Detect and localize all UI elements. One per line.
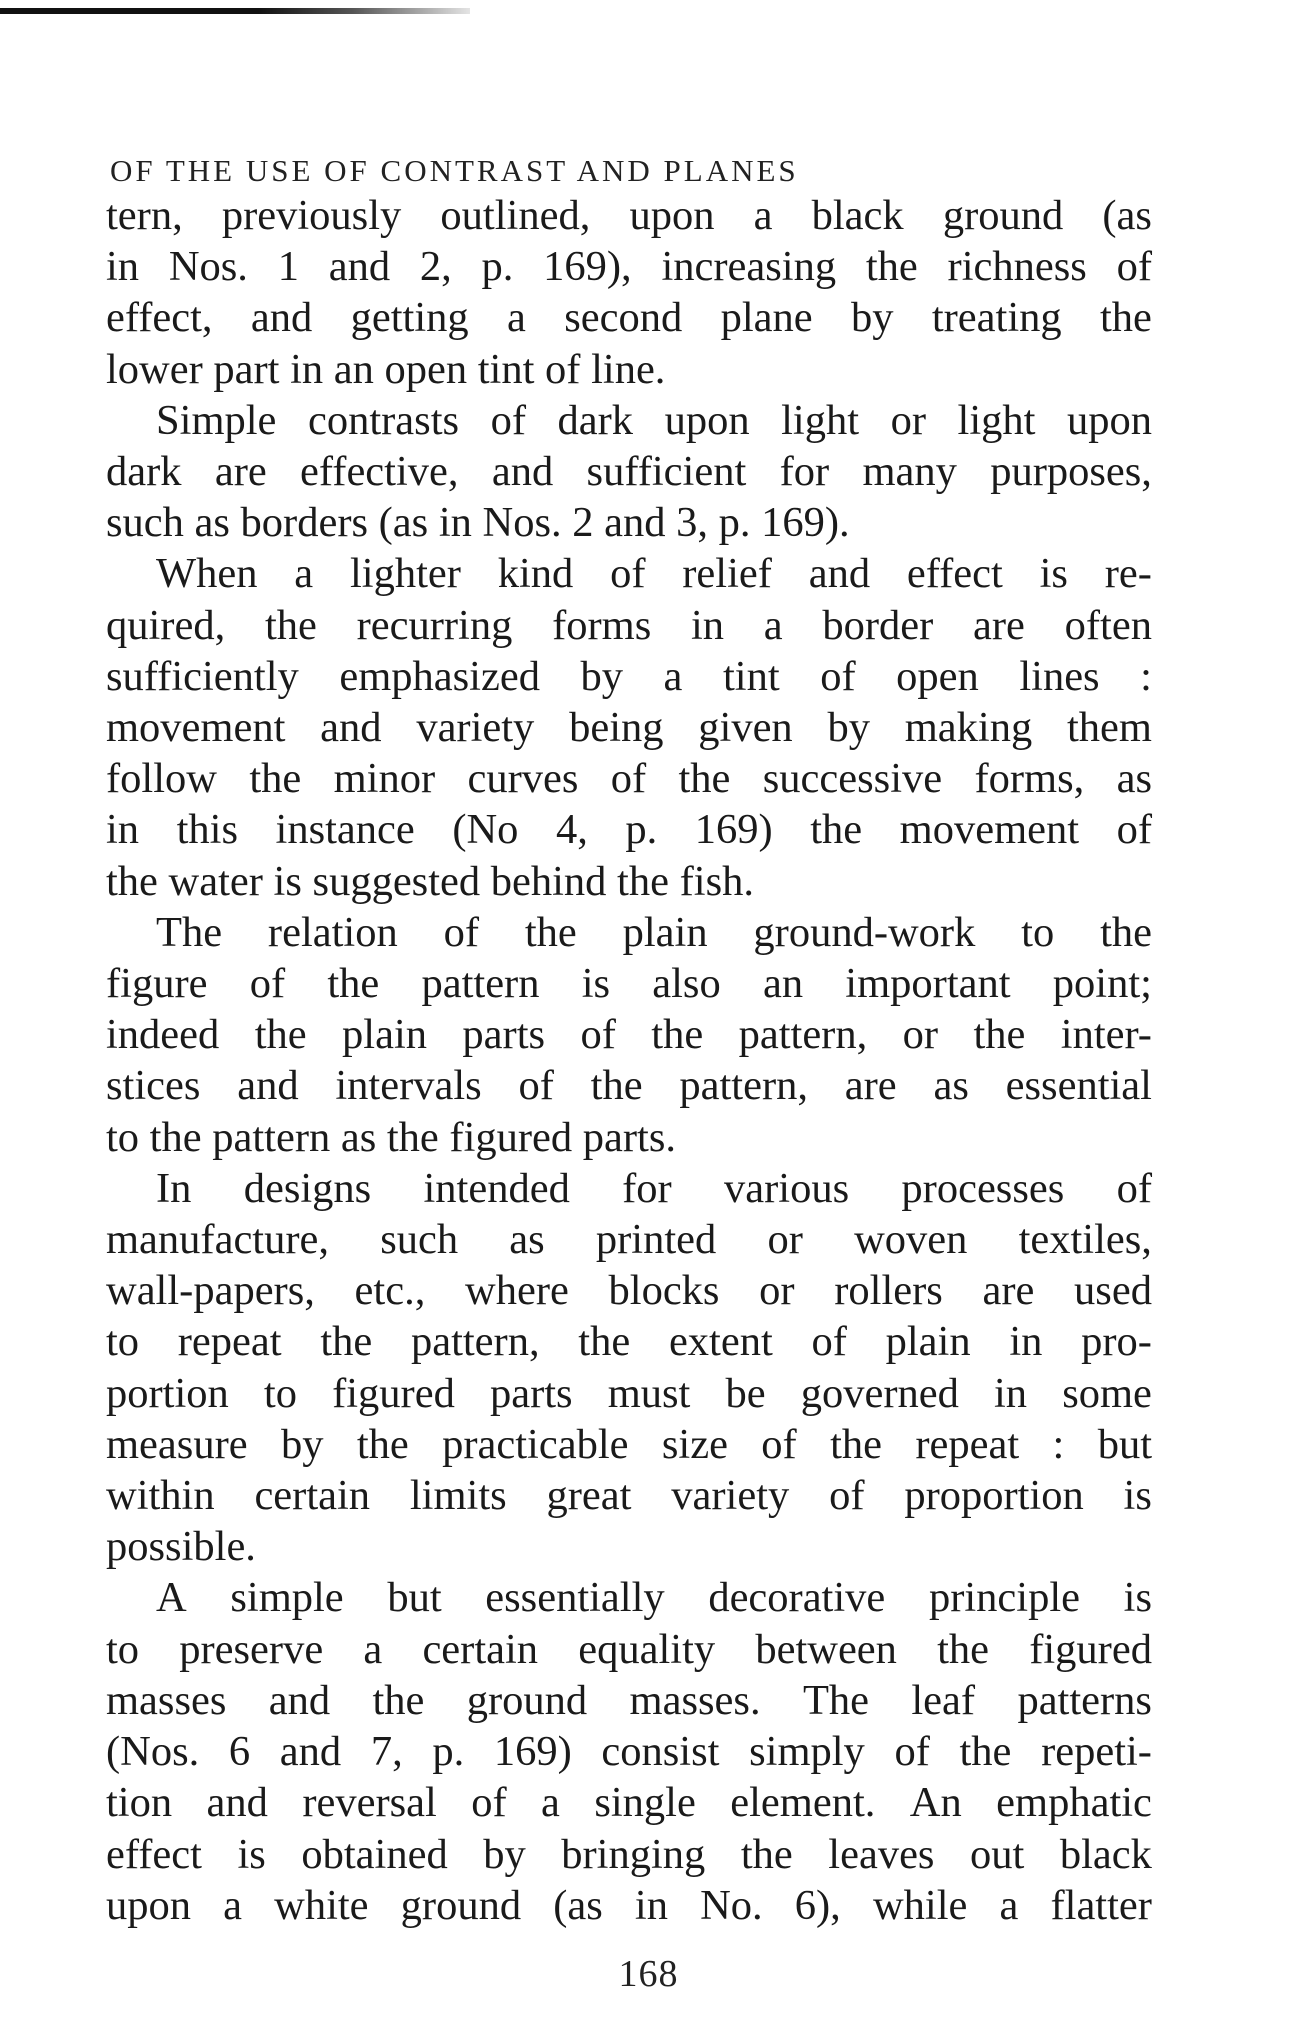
text-line: portion to figured parts must be governed in some [106,1369,1152,1417]
page-number: 168 [618,1953,679,1995]
text-line: possible. [106,1523,256,1571]
text-line: tern, previously outlined, upon a black ground (as [106,192,1152,239]
text-line: measure by the practicable size of the repeat : but [106,1420,1152,1468]
text-line: quired, the recurring forms in a border are often [106,601,1152,649]
text-line: sufficiently emphasized by a tint of open lines : [106,652,1152,700]
text-line: upon a white ground (as in No. 6), while a flatter [106,1881,1152,1929]
text-line: to the pattern as the figured parts. [106,1113,677,1161]
text-line: within certain limits great variety of proportion is [106,1472,1152,1520]
text-line: effect is obtained by bringing the leaves out black [106,1830,1152,1878]
text-line: In designs intended for various processes of [156,1164,1152,1212]
text-line: When a lighter kind of relief and effect is re- [156,550,1152,598]
text-line: (Nos. 6 and 7, p. 169) consist simply of the repeti- [106,1728,1152,1776]
text-line: in this instance (No 4, p. 169) the movement of [106,806,1152,854]
text-line: The relation of the plain ground-work to the [156,908,1152,956]
text-line: the water is suggested behind the fish. [106,857,754,905]
text-line: tion and reversal of a single element. An emphatic [106,1779,1152,1827]
text-line: follow the minor curves of the successive forms, as [106,755,1152,803]
page-text [106,152,1152,1931]
text-line: figure of the pattern is also an important point; [106,960,1152,1008]
text-line: movement and variety being given by making them [106,704,1152,752]
text-line: to preserve a certain equality between the figured [106,1625,1152,1673]
text-line: in Nos. 1 and 2, p. 169), increasing the richness of [106,243,1152,291]
text-line: stices and intervals of the pattern, are as essential [106,1062,1152,1110]
running-head: OF THE USE OF CONTRAST AND PLANES [110,153,799,188]
text-line: indeed the plain parts of the pattern, or the inter- [106,1011,1152,1059]
text-line: wall-papers, etc., where blocks or rollers are used [106,1267,1152,1315]
top-rule [0,8,470,14]
text-line: to repeat the pattern, the extent of plain in pro- [106,1318,1152,1366]
text-line: dark are effective, and sufficient for many purposes, [106,448,1152,496]
text-line: lower part in an open tint of line. [106,345,666,393]
text-line: manufacture, such as printed or woven textiles, [106,1216,1152,1264]
text-line: such as borders (as in Nos. 2 and 3, p. 169). [106,499,850,547]
text-line: Simple contrasts of dark upon light or light upon [156,396,1152,444]
text-line: effect, and getting a second plane by treating the [106,294,1152,342]
text-line: masses and the ground masses. The leaf patterns [106,1676,1152,1724]
text-line: A simple but essentially decorative principle is [156,1574,1152,1622]
